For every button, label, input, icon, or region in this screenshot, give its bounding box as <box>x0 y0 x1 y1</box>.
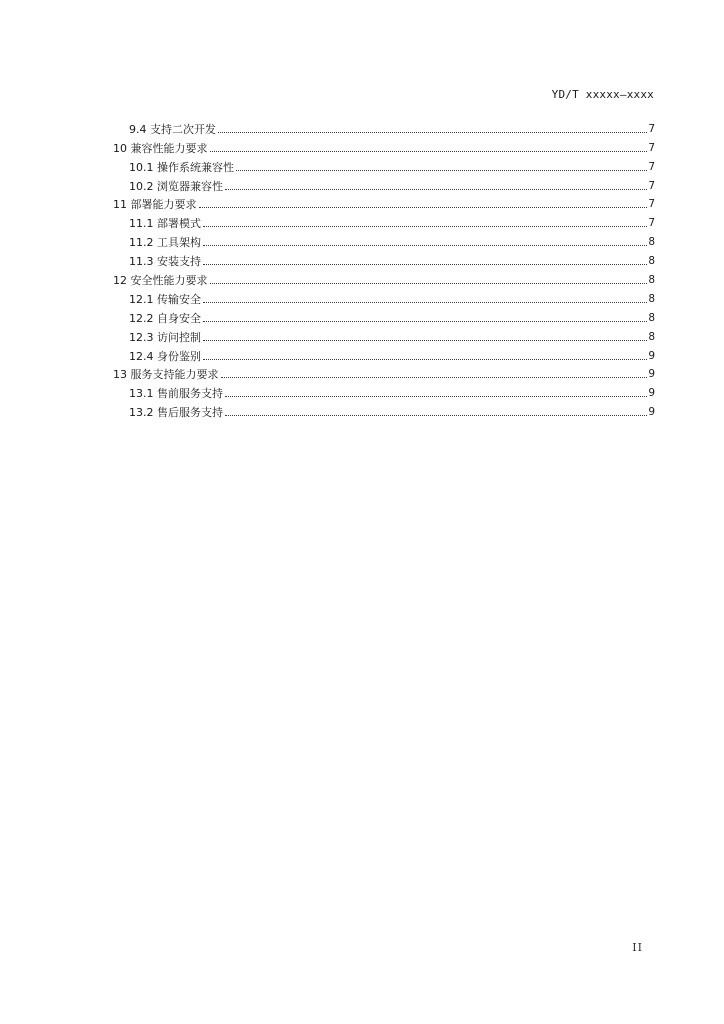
toc-entry[interactable] <box>113 249 655 268</box>
dot-leader <box>203 264 647 265</box>
toc-entry-label: 11.2 工具架构 <box>129 236 201 250</box>
dot-leader <box>203 226 647 227</box>
dot-leader <box>203 302 647 303</box>
table-of-contents <box>113 117 655 419</box>
dot-leader <box>225 189 647 190</box>
toc-entry-label: 11.1 部署模式 <box>129 217 201 231</box>
toc-entry-page: 7 <box>648 122 655 135</box>
toc-entry-label: 12.3 访问控制 <box>129 330 201 344</box>
toc-entry-label: 12.4 身份鉴别 <box>129 349 201 363</box>
toc-entry-label: 9.4 支持二次开发 <box>129 122 216 136</box>
toc-entry-page: 9 <box>648 406 655 419</box>
toc-entry-page: 8 <box>648 255 655 268</box>
toc-entry[interactable] <box>113 306 655 325</box>
toc-entry[interactable] <box>113 117 655 136</box>
toc-entry[interactable] <box>113 155 655 174</box>
toc-entry-page: 7 <box>648 179 655 192</box>
toc-entry-page: 9 <box>648 368 655 381</box>
toc-entry-page: 9 <box>648 387 655 400</box>
dot-leader <box>225 415 647 416</box>
toc-entry[interactable] <box>113 230 655 249</box>
dot-leader <box>203 359 647 360</box>
dot-leader <box>210 151 648 152</box>
toc-entry[interactable] <box>113 193 655 212</box>
toc-entry-label: 13.1 售前服务支持 <box>129 387 223 401</box>
toc-entry-label: 10 兼容性能力要求 <box>113 141 208 155</box>
dot-leader <box>221 377 648 378</box>
toc-entry[interactable] <box>113 174 655 193</box>
toc-entry-page: 7 <box>648 198 655 211</box>
toc-entry-label: 12 安全性能力要求 <box>113 274 208 288</box>
toc-entry[interactable] <box>113 381 655 400</box>
dot-leader <box>203 340 647 341</box>
toc-entry[interactable] <box>113 287 655 306</box>
toc-entry-label: 11 部署能力要求 <box>113 198 197 212</box>
dot-leader <box>203 245 647 246</box>
toc-entry-label: 10.1 操作系统兼容性 <box>129 160 234 174</box>
toc-entry-page: 7 <box>648 217 655 230</box>
toc-entry[interactable] <box>113 268 655 287</box>
toc-entry-label: 12.1 传输安全 <box>129 292 201 306</box>
dot-leader <box>225 396 647 397</box>
toc-entry[interactable] <box>113 211 655 230</box>
toc-entry-label: 13.2 售后服务支持 <box>129 406 223 420</box>
dot-leader <box>210 283 648 284</box>
toc-entry-label: 13 服务支持能力要求 <box>113 368 219 382</box>
dot-leader <box>199 207 648 208</box>
document-number: YD/T xxxxx—xxxx <box>551 88 654 101</box>
dot-leader <box>236 170 647 171</box>
toc-entry[interactable] <box>113 400 655 419</box>
toc-entry-page: 7 <box>648 160 655 173</box>
toc-entry-label: 11.3 安装支持 <box>129 255 201 269</box>
toc-entry-label: 10.2 浏览器兼容性 <box>129 179 223 193</box>
page-number: II <box>632 941 643 954</box>
toc-entry-page: 8 <box>648 274 655 287</box>
toc-entry-page: 8 <box>648 236 655 249</box>
dot-leader <box>203 321 647 322</box>
toc-entry[interactable] <box>113 363 655 382</box>
toc-entry[interactable] <box>113 325 655 344</box>
toc-entry-page: 8 <box>648 292 655 305</box>
dot-leader <box>218 132 647 133</box>
toc-entry-page: 9 <box>648 349 655 362</box>
toc-entry[interactable] <box>113 344 655 363</box>
toc-entry-page: 8 <box>648 311 655 324</box>
toc-entry-page: 8 <box>648 330 655 343</box>
toc-entry-page: 7 <box>648 141 655 154</box>
toc-entry[interactable] <box>113 136 655 155</box>
toc-entry-label: 12.2 自身安全 <box>129 311 201 325</box>
